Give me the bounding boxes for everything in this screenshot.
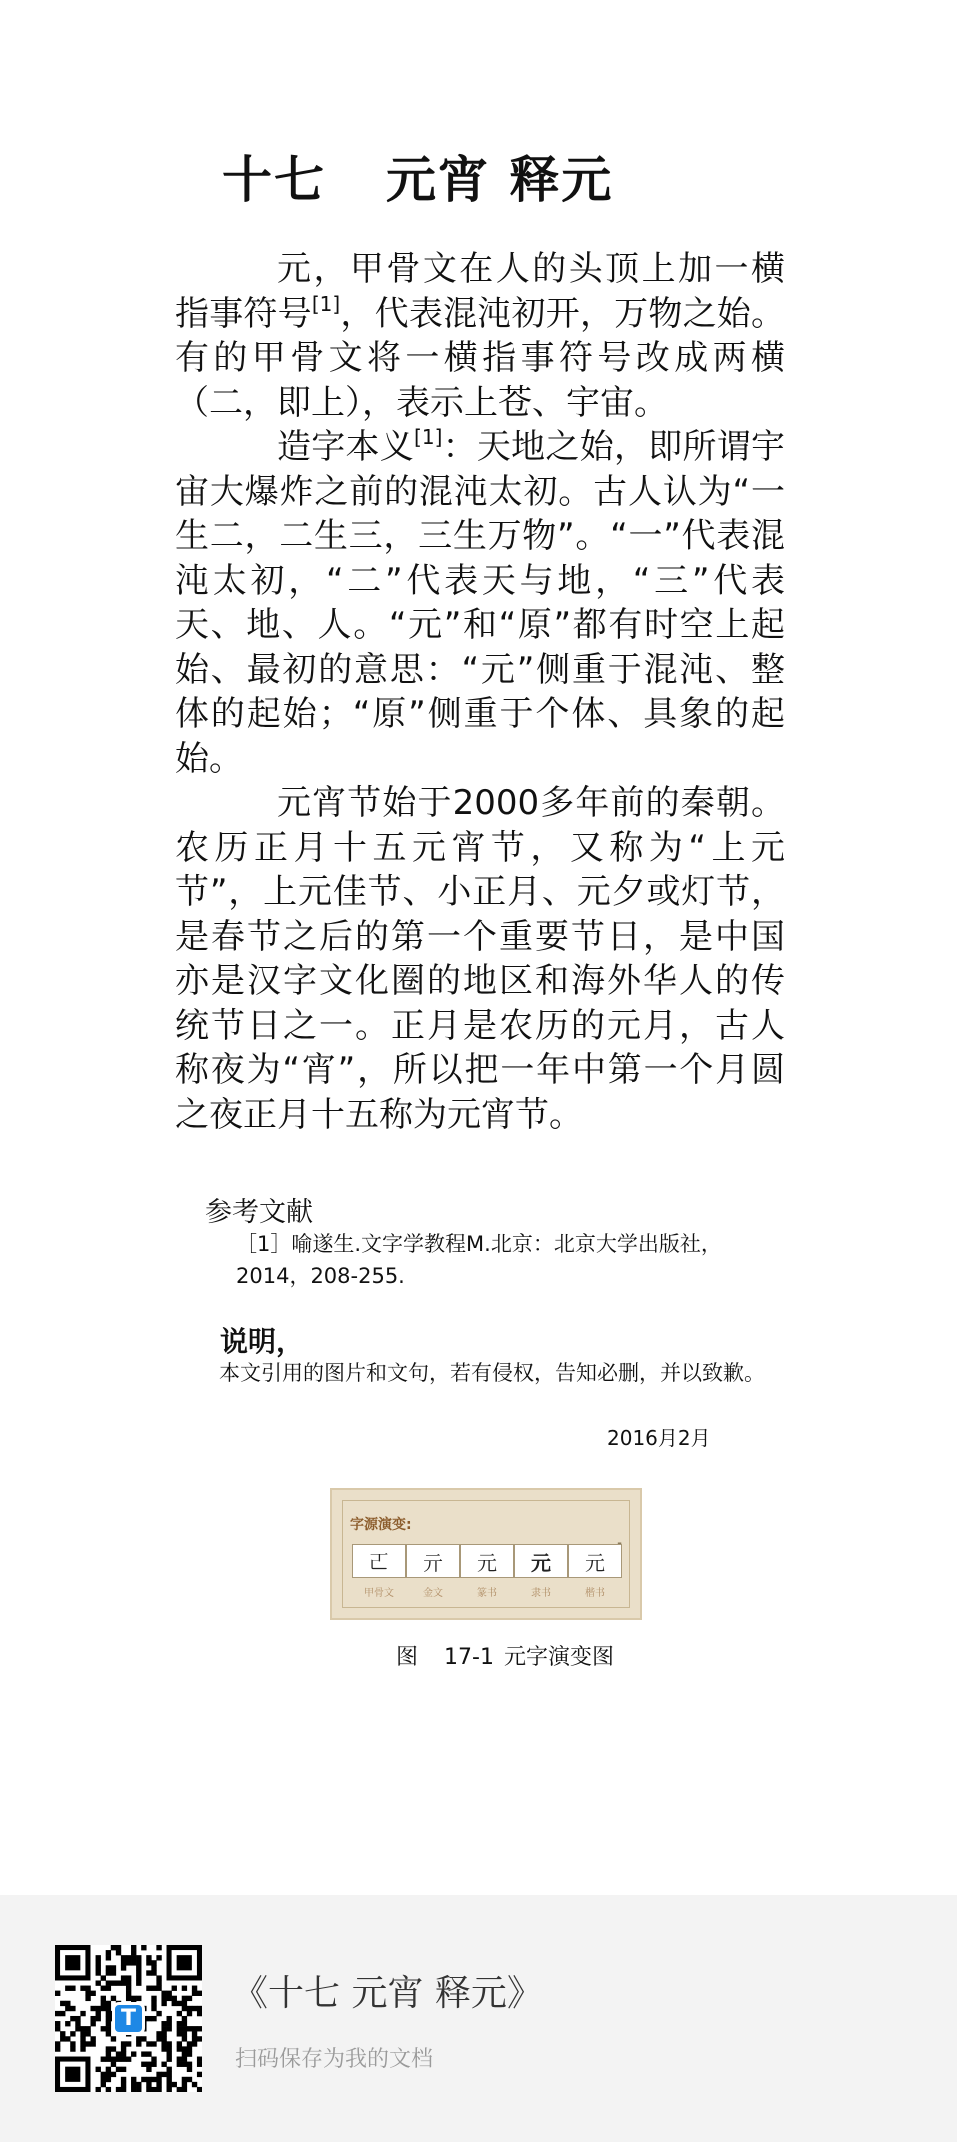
title-text: 元宵 释元 <box>386 151 614 209</box>
paragraph-3: 元宵节始于2000多年前的秦朝。农历正月十五元宵节，又称为“上元节”，上元佳节、小正月、元夕或灯节，是春节之后的第一个重要节日，是中国亦是汉字文化圈的地区和海外华人的传统节日之一。正月是农历的元月，古人称夜为“宵”，所以把一年中第一个月圆之夜正月十五称为元宵节。 <box>175 783 785 1135</box>
note-body: 本文引用的图片和文句，若有侵权，告知必删，并以致歉。 <box>219 1361 765 1385</box>
script-name: 甲骨文 <box>364 1588 394 1599</box>
script-name: 隶书 <box>531 1588 551 1599</box>
figure-caption <box>396 1640 614 1671</box>
footer-subtitle: 扫码保存为我的文档 <box>235 2047 434 2072</box>
qr-code[interactable] <box>55 1945 202 2092</box>
glyph-bronze: 亓 <box>406 1544 460 1578</box>
caption-number: 17-1 <box>444 1645 494 1670</box>
paragraph-1-text-b: ，代表混沌初开，万物之始。有的甲骨文将一横指事符号改成两横（二，即上），表示上苍、宇宙。 <box>175 293 786 423</box>
paragraph-2-text-b: ：天地之始，即所谓宇宙大爆炸之前的混沌太初。古人认为“一生二，二生三，三生万物”。“一”代表混沌太初，“二”代表天与地，“三”代表天、地、人。“元”和“原”都有时空上起始、最初的意思：“元”侧重于混沌、整体的起始；“原”侧重于个体、具象的起始。 <box>175 427 786 779</box>
title-number: 十七 <box>222 151 326 209</box>
paragraph-1-text-a: 元，甲骨文在人的头顶上加一横指事符号 <box>175 249 785 334</box>
script-name: 金文 <box>423 1588 443 1599</box>
reference-item: ［1］喻遂生.文字学教程M.北京：北京大学出版社，2014，208-255. <box>236 1232 722 1288</box>
references-heading: 参考文献 <box>205 1197 313 1228</box>
note-heading: 说明， <box>220 1325 305 1358</box>
glyph-row <box>352 1544 622 1578</box>
caption-text: 元字演变图 <box>503 1645 614 1670</box>
script-name-row <box>352 1584 622 1599</box>
paragraph-2 <box>175 425 785 781</box>
glyph-regular: 元 <box>568 1544 622 1578</box>
citation-mark: [1] <box>414 425 443 449</box>
app-logo-icon: T <box>112 2002 145 2035</box>
note-date: 2016月2月 <box>607 1426 711 1450</box>
save-document-footer <box>0 1895 957 2142</box>
page-title <box>222 140 613 212</box>
script-name: 篆书 <box>477 1588 497 1599</box>
script-name: 楷书 <box>585 1588 605 1599</box>
paragraph-1 <box>175 247 785 425</box>
footer-document-title: 《十七 元宵 释元》 <box>232 1973 543 2014</box>
citation-mark: [1] <box>311 291 341 316</box>
character-evolution-figure <box>330 1488 642 1620</box>
glyph-oracle: 𠀀 <box>352 1544 406 1578</box>
figure-label: 字源演变: <box>350 1517 412 1533</box>
glyph-seal: 元 <box>460 1544 514 1578</box>
caption-prefix: 图 <box>396 1645 419 1670</box>
glyph-clerical: 元 <box>514 1544 568 1578</box>
article-body <box>175 247 785 1137</box>
paragraph-2-text-a: 造字本义 <box>277 427 415 467</box>
